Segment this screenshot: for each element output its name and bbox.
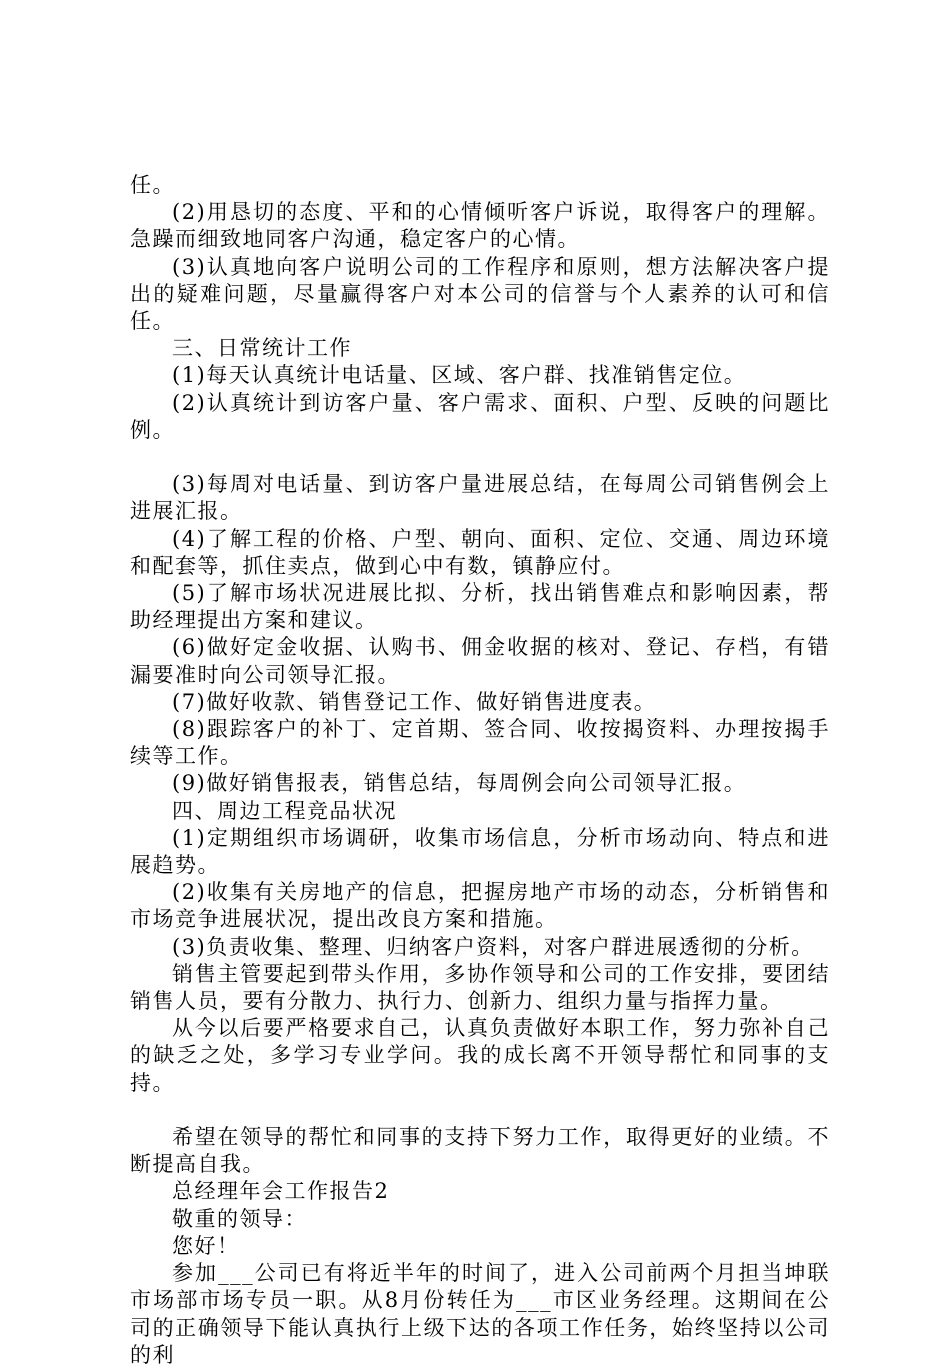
paragraph: (1)每天认真统计电话量、区域、客户群、找准销售定位。 bbox=[172, 363, 747, 388]
paragraph: (9)做好销售报表，销售总结，每周例会向公司领导汇报。 bbox=[172, 771, 747, 796]
paragraph: (2)用恳切的态度、平和的心情倾听客户诉说，取得客户的理解。急躁而细致地同客户沟通，稳定客户的心情。 bbox=[130, 200, 830, 252]
section-heading: 四、周边工程竞品状况 bbox=[172, 798, 397, 823]
paragraph: 希望在领导的帮忙和同事的支持下努力工作，取得更好的业绩。不断提高自我。 bbox=[130, 1125, 830, 1177]
salutation: 敬重的领导： bbox=[172, 1206, 307, 1231]
blank-line bbox=[130, 444, 830, 471]
paragraph: (3)负责收集、整理、归纳客户资料，对客户群进展透彻的分析。 bbox=[172, 934, 814, 959]
section-heading: 三、日常统计工作 bbox=[172, 336, 352, 361]
paragraph: 参加___公司已有将近半年的时间了，进入公司前两个月担当坤联市场部市场专员一职。从8月份转任为___市区业务经理。这期间在公司的正确领导下能认真执行上级下达的各项工作任务，始终坚持以公司的利 bbox=[130, 1261, 830, 1367]
paragraph: (3)认真地向客户说明公司的工作程序和原则，想方法解决客户提出的疑难问题，尽量赢得客户对本公司的信誉与个人素养的认可和信任。 bbox=[130, 254, 830, 334]
paragraph: (2)收集有关房地产的信息，把握房地产市场的动态，分析销售和市场竞争进展状况，提出改良方案和措施。 bbox=[130, 880, 830, 932]
paragraph: 销售主管要起到带头作用，多协作领导和公司的工作安排，要团结销售人员，要有分散力、执行力、创新力、组织力量与指挥力量。 bbox=[130, 961, 830, 1014]
blank-line bbox=[130, 1097, 830, 1124]
paragraph: (3)每周对电话量、到访客户量进展总结，在每周公司销售例会上进展汇报。 bbox=[130, 472, 830, 524]
paragraph: (1)定期组织市场调研，收集市场信息，分析市场动向、特点和进展趋势。 bbox=[130, 825, 830, 878]
greeting: 您好！ bbox=[172, 1233, 240, 1258]
report-title: 总经理年会工作报告2 bbox=[172, 1179, 390, 1204]
paragraph: 任。 bbox=[130, 173, 175, 197]
paragraph: 从今以后要严格要求自己，认真负责做好本职工作，努力弥补自己的缺乏之处，多学习专业学问。我的成长离不开领导帮忙和同事的支持。 bbox=[130, 1016, 830, 1095]
paragraph: (4)了解工程的价格、户型、朝向、面积、定位、交通、周边环境和配套等，抓住卖点，做到心中有数，镇静应付。 bbox=[130, 526, 830, 578]
paragraph: (7)做好收款、销售登记工作、做好销售进度表。 bbox=[172, 689, 657, 714]
document-body bbox=[130, 172, 830, 1369]
paragraph: (2)认真统计到访客户量、客户需求、面积、户型、反映的问题比例。 bbox=[130, 390, 830, 442]
paragraph: (8)跟踪客户的补丁、定首期、签合同、收按揭资料、办理按揭手续等工作。 bbox=[130, 717, 830, 769]
paragraph: (5)了解市场状况进展比拟、分析，找出销售难点和影响因素，帮助经理提出方案和建议。 bbox=[130, 581, 830, 633]
paragraph: (6)做好定金收据、认购书、佣金收据的核对、登记、存档，有错漏要准时向公司领导汇报。 bbox=[130, 635, 830, 687]
